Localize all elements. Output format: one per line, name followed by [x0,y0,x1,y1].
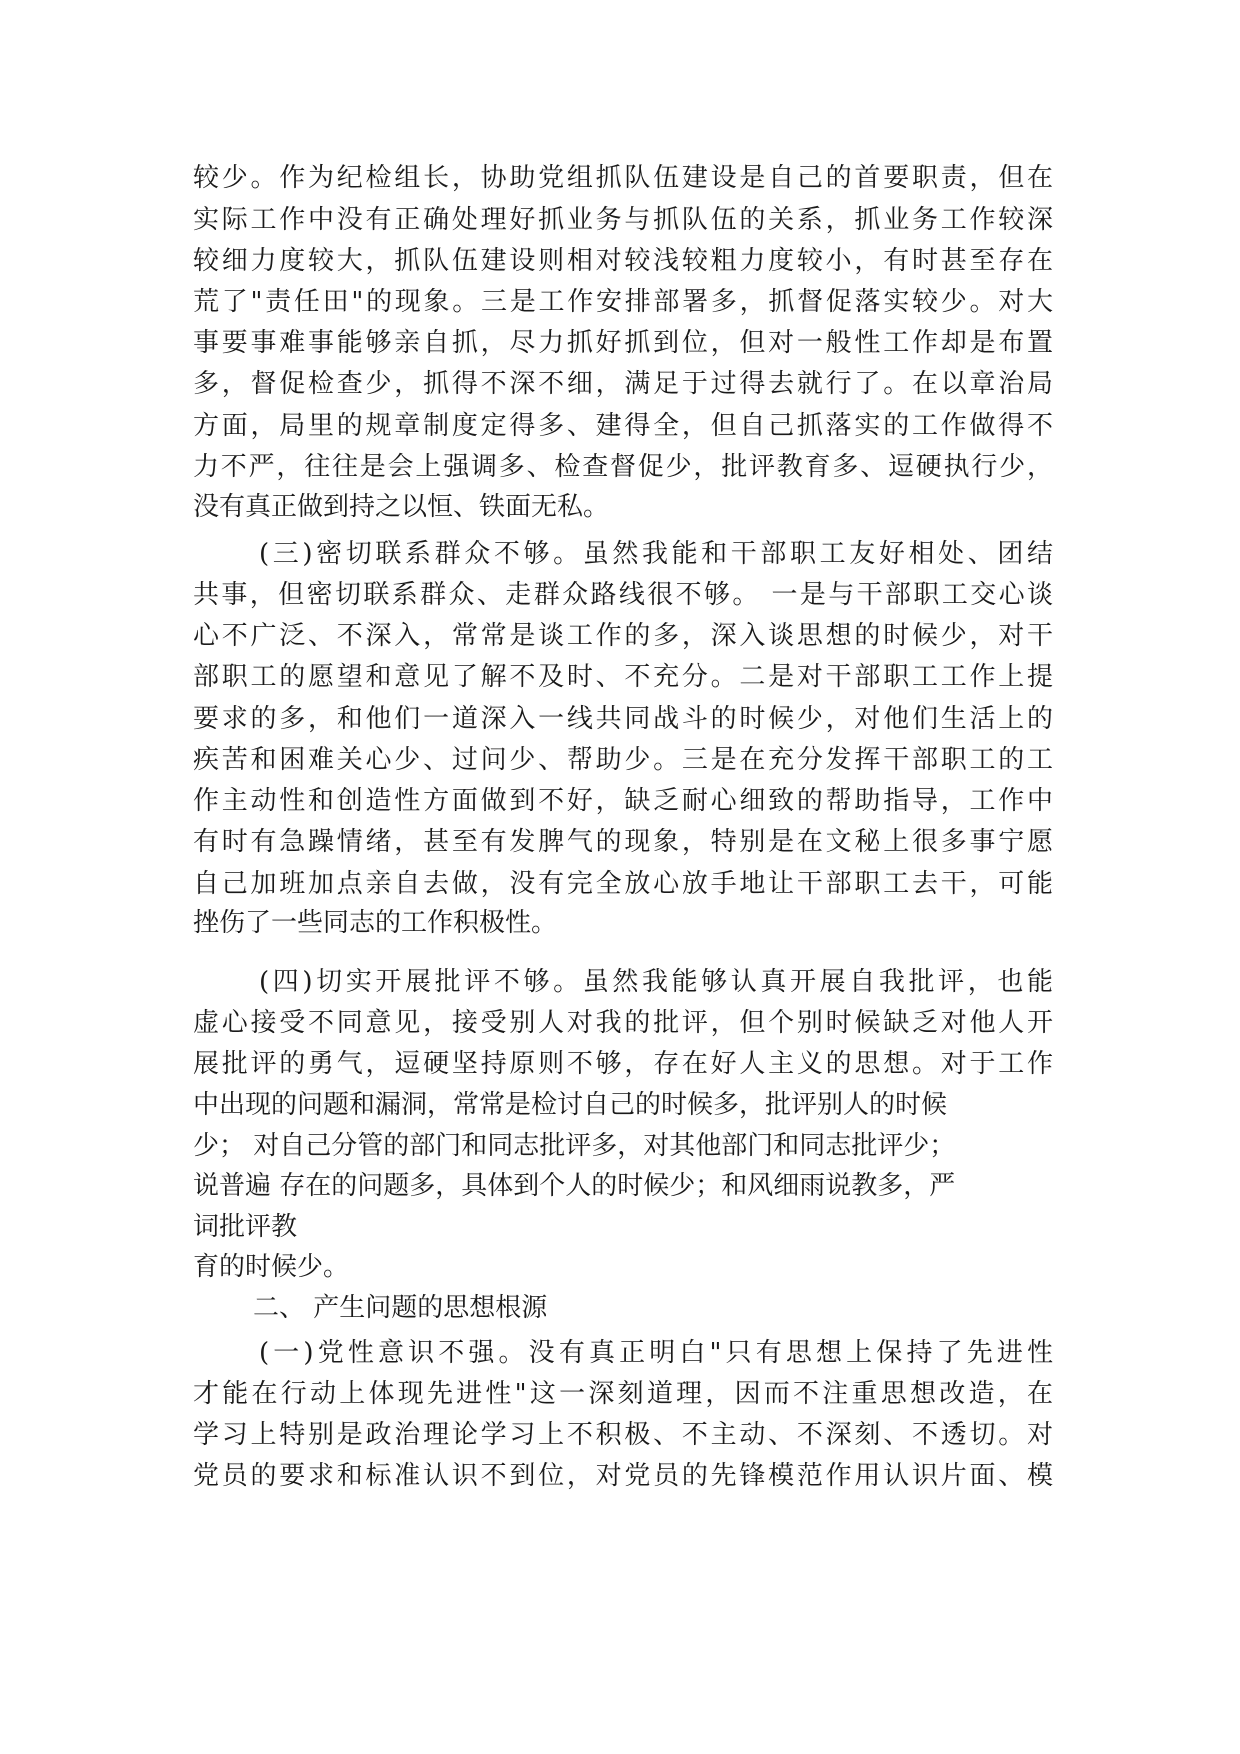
text-line: 荒了"责任田"的现象。三是工作安排部署多，抓督促落实较少。对大 [193,287,1053,317]
text-line: 共事，但密切联系群众、走群众路线很不够。 一是与干部职工交心谈 [193,580,1053,610]
text-line: 党员的要求和标准认识不到位，对党员的先锋模范作用认识片面、模 [193,1461,1053,1491]
text-line: 没有真正做到持之以恒、铁面无私。 [193,492,610,522]
text-line: 少； 对自己分管的部门和同志批评多，对其他部门和同志批评少； [193,1131,956,1161]
text-line: 作主动性和创造性方面做到不好，缺乏耐心细致的帮助指导，工作中 [193,786,1053,816]
text-line: 展批评的勇气，逗硬坚持原则不够，存在好人主义的思想。对于工作 [193,1049,1053,1079]
text-line: 说普遍 存在的问题多，具体到个人的时候少；和风细雨说教多，严 [193,1171,956,1201]
text-line: 部职工的愿望和意见了解不及时、不充分。二是对干部职工工作上提 [193,662,1053,692]
text-line: 才能在行动上体现先进性"这一深刻道理，因而不注重思想改造，在 [193,1379,1053,1409]
text-line: 有时有急躁情绪，甚至有发脾气的现象，特别是在文秘上很多事宁愿 [193,827,1053,857]
text-line: 疾苦和困难关心少、过问少、帮助少。三是在充分发挥干部职工的工 [193,745,1053,775]
text-line: 力不严，往往是会上强调多、检查督促少，批评教育多、逗硬执行少， [193,452,1053,482]
paragraph-heading: (三)密切联系群众不够。虽然我能和干部职工友好相处、团结 [259,539,1053,569]
text-line: 要求的多，和他们一道深入一线共同战斗的时候少，对他们生活上的 [193,704,1053,734]
text-line: 方面，局里的规章制度定得多、建得全，但自己抓落实的工作做得不 [193,411,1053,441]
text-line: 事要事难事能够亲自抓，尽力抓好抓到位，但对一般性工作却是布置 [193,328,1053,358]
text-line: 多，督促检查少，抓得不深不细，满足于过得去就行了。在以章治局 [193,369,1053,399]
text-line: 较细力度较大，抓队伍建设则相对较浅较粗力度较小，有时甚至存在 [193,246,1053,276]
text-line: 学习上特别是政治理论学习上不积极、不主动、不深刻、不透切。对 [193,1420,1053,1450]
paragraph-heading: (四)切实开展批评不够。虽然我能够认真开展自我批评，也能 [259,967,1053,997]
text-line: 中出现的问题和漏洞，常常是检讨自己的时候多，批评别人的时候 [193,1090,948,1120]
text-line: 挫伤了一些同志的工作积极性。 [193,908,558,938]
text-line: 育的时候少。 [193,1252,350,1282]
text-line: 自己加班加点亲自去做，没有完全放心放手地让干部职工去干，可能 [193,869,1053,899]
text-line: 实际工作中没有正确处理好抓业务与抓队伍的关系，抓业务工作较深 [193,205,1053,235]
text-line: 心不广泛、不深入，常常是谈工作的多，深入谈思想的时候少，对干 [193,621,1053,651]
paragraph-heading: (一)党性意识不强。没有真正明白"只有思想上保持了先进性 [259,1338,1053,1368]
section-heading: 二、 产生问题的思想根源 [253,1293,548,1323]
text-line: 虚心接受不同意见，接受别人对我的批评，但个别时候缺乏对他人开 [193,1008,1053,1038]
text-line: 词批评教 [193,1212,298,1242]
text-line: 较少。作为纪检组长，协助党组抓队伍建设是自己的首要职责，但在 [193,163,1053,193]
